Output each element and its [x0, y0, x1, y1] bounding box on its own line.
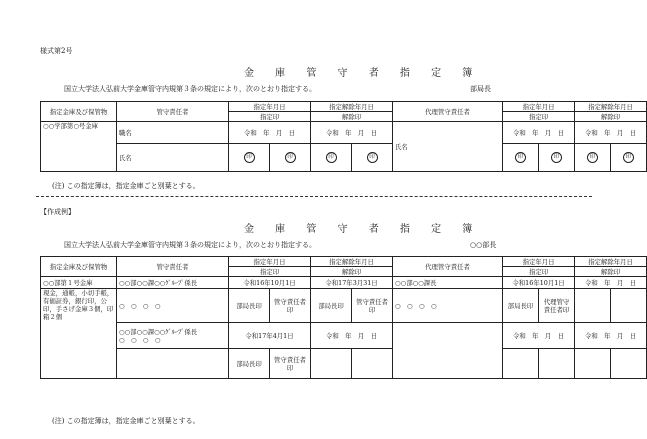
header-date-release: 指定解除年月日	[311, 102, 393, 112]
empty-cell	[352, 349, 393, 379]
example-dept-head: ○○部長	[470, 241, 497, 249]
manager2-release-date: 令和 年 月 日	[311, 323, 393, 349]
seal-director-2: 部局長印	[229, 349, 270, 379]
header-seal-release: 解除印	[311, 267, 393, 277]
header-safe: 指定金庫及び保管物	[41, 102, 117, 122]
dept-head-label: 部局長	[470, 85, 491, 93]
example-label: 【作成例】	[40, 208, 75, 216]
form-number: 様式第2号	[40, 47, 73, 55]
manager1-name: ○ ○ ○ ○	[117, 289, 229, 323]
deputy2-release-date: 令和 年 月 日	[575, 323, 647, 349]
intro-text: 国立大学法人弘前大学金庫管守内規第３条の規定により，次のとおり指定する。	[64, 85, 316, 93]
header-date-designate-2: 指定年月日	[503, 102, 575, 112]
example-note: (注) この指定簿は，指定金庫ごと別葉とする。	[52, 417, 200, 425]
deputy-release-date: 令和 年 月 日	[575, 122, 647, 144]
seal-manager-release: 管守責任者印	[352, 289, 393, 323]
example-safe-name: ○○部第１号金庫	[41, 277, 117, 289]
seal-manager: 管守責任者印	[270, 289, 311, 323]
example-table	[40, 256, 647, 379]
example-intro: 国立大学法人弘前大学金庫管守内規第３条の規定により，次のとおり指定する。	[64, 241, 316, 249]
manager2-date: 令和17年4月1日	[229, 323, 311, 349]
manager2-name: ○ ○ ○ ○	[119, 335, 161, 344]
seal-director-release: 部局長印	[311, 289, 352, 323]
empty-cell	[539, 349, 575, 379]
empty-cell	[117, 349, 229, 379]
header-manager: 管守責任者	[117, 257, 229, 277]
seal-director: 部局長印	[229, 289, 270, 323]
note: (注) この指定簿は，指定金庫ごと別葉とする。	[52, 182, 200, 190]
release-date: 令和 年 月 日	[311, 122, 393, 144]
empty-cell	[503, 349, 539, 379]
seal-mark: 印	[515, 152, 526, 163]
seal-mark: 印	[367, 152, 378, 163]
header-safe: 指定金庫及び保管物	[41, 257, 117, 277]
seal-manager-2: 管守責任者印	[270, 349, 311, 379]
designate-date: 令和 年 月 日	[229, 122, 311, 144]
seal-mark: 印	[587, 152, 598, 163]
header-seal-release: 解除印	[311, 112, 393, 122]
header-seal-release-2: 解除印	[575, 112, 647, 122]
manager2-title-name	[117, 323, 229, 349]
header-deputy: 代理管守責任者	[393, 257, 503, 277]
deputy-title: ○○部○○課長	[393, 277, 503, 289]
deputy-release-date: 令和 年 月 日	[575, 277, 647, 289]
seal-mark: 印	[285, 152, 296, 163]
empty-cell	[611, 289, 647, 323]
deputy-date: 令和16年10月1日	[503, 277, 575, 289]
page-title: 金 庫 管 守 者 指 定 簿	[244, 68, 482, 79]
deputy2-date: 令和 年 月 日	[503, 323, 575, 349]
header-seal-designate: 指定印	[229, 112, 311, 122]
name-label: 氏名	[117, 144, 229, 172]
empty-cell	[311, 349, 352, 379]
header-date-release: 指定解除年月日	[311, 257, 393, 267]
manager1-release-date: 令和17年3月31日	[311, 277, 393, 289]
safe-contents: 現金，通帳，小切手帳，有価証券，銀行印，公印，手さげ金庫３個，印箱２個	[41, 289, 117, 379]
header-deputy: 代理管守責任者	[393, 102, 503, 122]
empty-cell	[575, 349, 611, 379]
cut-line	[36, 196, 592, 197]
seal-director-deputy: 部局長印	[503, 289, 539, 323]
empty-cell	[575, 289, 611, 323]
header-date-designate-2: 指定年月日	[503, 257, 575, 267]
header-date-designate: 指定年月日	[229, 257, 311, 267]
seal-mark: 印	[326, 152, 337, 163]
designation-table	[40, 101, 647, 172]
deputy-name: ○ ○ ○ ○	[393, 289, 503, 323]
example-title: 金 庫 管 守 者 指 定 簿	[244, 224, 482, 235]
header-seal-designate: 指定印	[229, 267, 311, 277]
position-label: 職名	[117, 122, 229, 144]
empty-cell	[611, 349, 647, 379]
manager1-title: ○○部○○課○○ｸﾞﾙｰﾌﾟ係長	[117, 277, 229, 289]
header-date-release-2: 指定解除年月日	[575, 102, 647, 112]
header-manager: 管守責任者	[117, 102, 229, 122]
header-seal-designate-2: 指定印	[503, 112, 575, 122]
manager2-title: ○○部○○課○○ｸﾞﾙｰﾌﾟ係長	[119, 327, 198, 336]
header-date-release-2: 指定解除年月日	[575, 257, 647, 267]
deputy-name-label: 氏名	[393, 122, 503, 172]
empty-cell	[393, 323, 503, 379]
deputy-designate-date: 令和 年 月 日	[503, 122, 575, 144]
header-date-designate: 指定年月日	[229, 102, 311, 112]
seal-deputy: 代理管守責任者印	[539, 289, 575, 323]
seal-mark: 印	[551, 152, 562, 163]
safe-name: ○○学部第○号金庫	[41, 122, 117, 172]
manager1-date: 令和16年10月1日	[229, 277, 311, 289]
header-seal-release-2: 解除印	[575, 267, 647, 277]
seal-mark: 印	[623, 152, 634, 163]
seal-mark: 印	[244, 152, 255, 163]
header-seal-designate-2: 指定印	[503, 267, 575, 277]
